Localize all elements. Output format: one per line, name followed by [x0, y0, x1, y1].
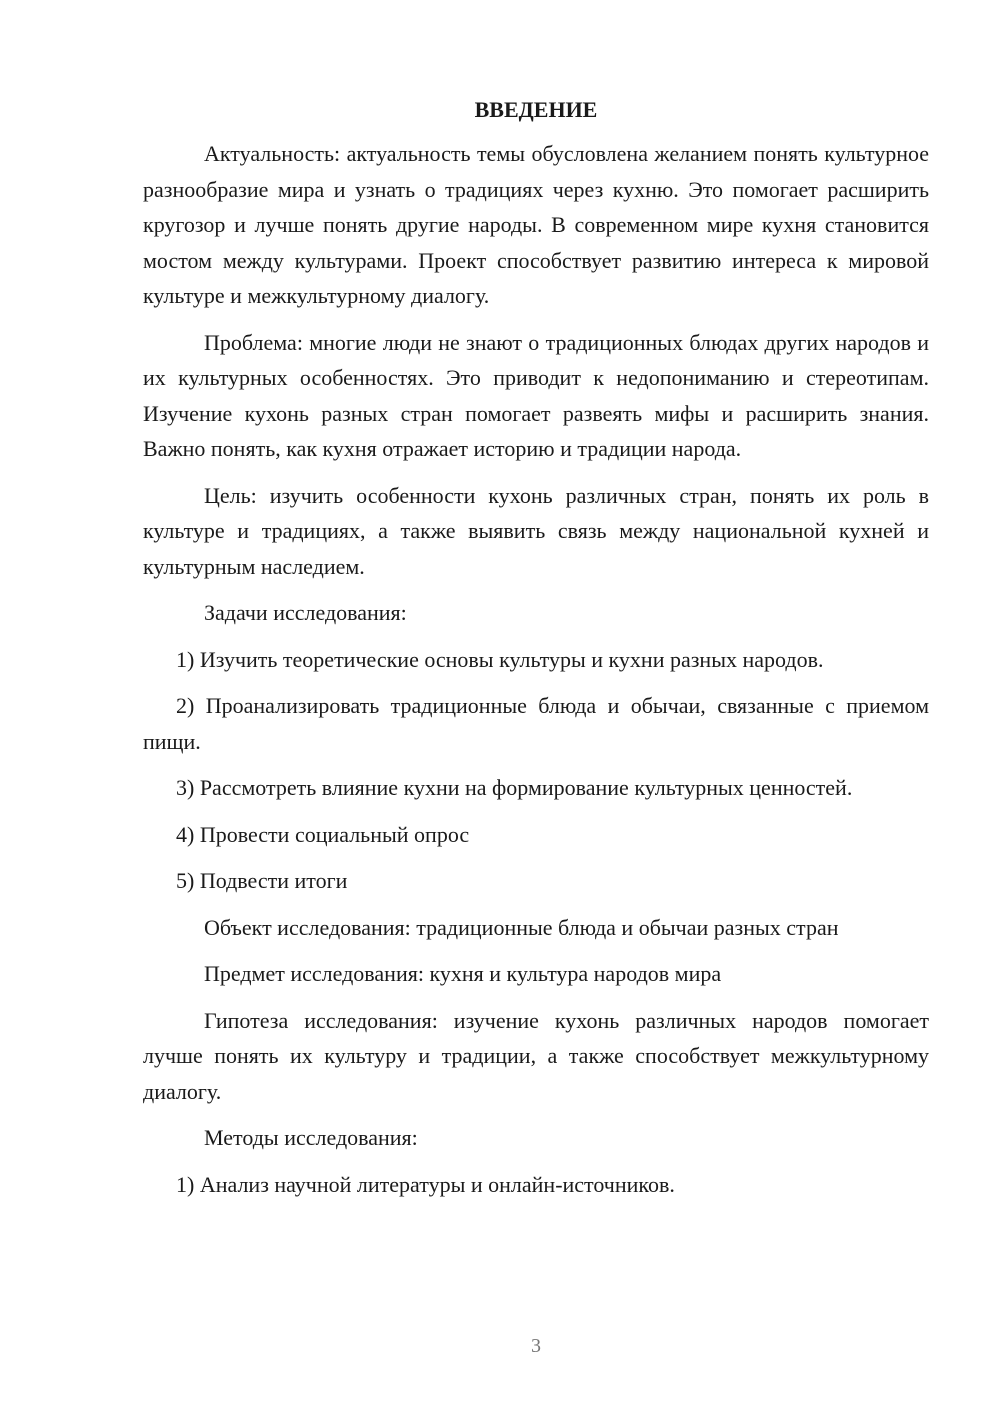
- method-item-1: 1) Анализ научной литературы и онлайн-источников.: [176, 1171, 675, 1197]
- paragraph-subject: Предмет исследования: кухня и культура народов мира: [204, 961, 722, 986]
- page-content: [143, 96, 929, 1202]
- task-item-5: 5) Подвести итоги: [176, 868, 348, 893]
- tasks-heading: Задачи исследования:: [204, 600, 407, 625]
- task-item-4: 4) Провести социальный опрос: [176, 821, 470, 847]
- methods-heading: Методы исследования:: [204, 1125, 418, 1150]
- paragraph-problem: Проблема: многие люди не знают о традиционных блюдах других народов и их культурных особенностях. Это приводит к недопониманию и стереотипам. Изучение кухонь разных стран помогает развеять мифы и расширить знания. Важно понять, как кухня отражает историю и традиции народа.: [143, 329, 929, 461]
- page-number: 3: [531, 1335, 541, 1357]
- task-item-3: 3) Рассмотреть влияние кухни на формирование культурных ценностей.: [176, 775, 853, 800]
- section-title: ВВЕДЕНИЕ: [474, 97, 598, 122]
- paragraph-goal: Цель: изучить особенности кухонь различных стран, понять их роль в культуре и традициях, а также выявить связь между национальной кухней и культурным наследием.: [143, 482, 929, 579]
- paragraph-object: Объект исследования: традиционные блюда и обычаи разных стран: [204, 914, 839, 940]
- task-item-1: 1) Изучить теоретические основы культуры и кухни разных народов.: [176, 646, 824, 672]
- paragraph-relevance: Актуальность: актуальность темы обусловлена желанием понять культурное разнообразие мира и узнать о традициях через кухню. Это помогает расширить кругозор и лучше понять другие народы. В современном мире кухня становится мостом между культурами. Проект способствует развитию интереса к мировой культуре и межкультурному диалогу.: [143, 141, 929, 308]
- paragraph-hypothesis: Гипотеза исследования: изучение кухонь различных народов помогает лучше понять их культуру и традиции, а также способствует межкультурному диалогу.: [143, 1007, 929, 1104]
- task-item-2: 2) Проанализировать традиционные блюда и обычаи, связанные с приемом пищи.: [143, 693, 929, 754]
